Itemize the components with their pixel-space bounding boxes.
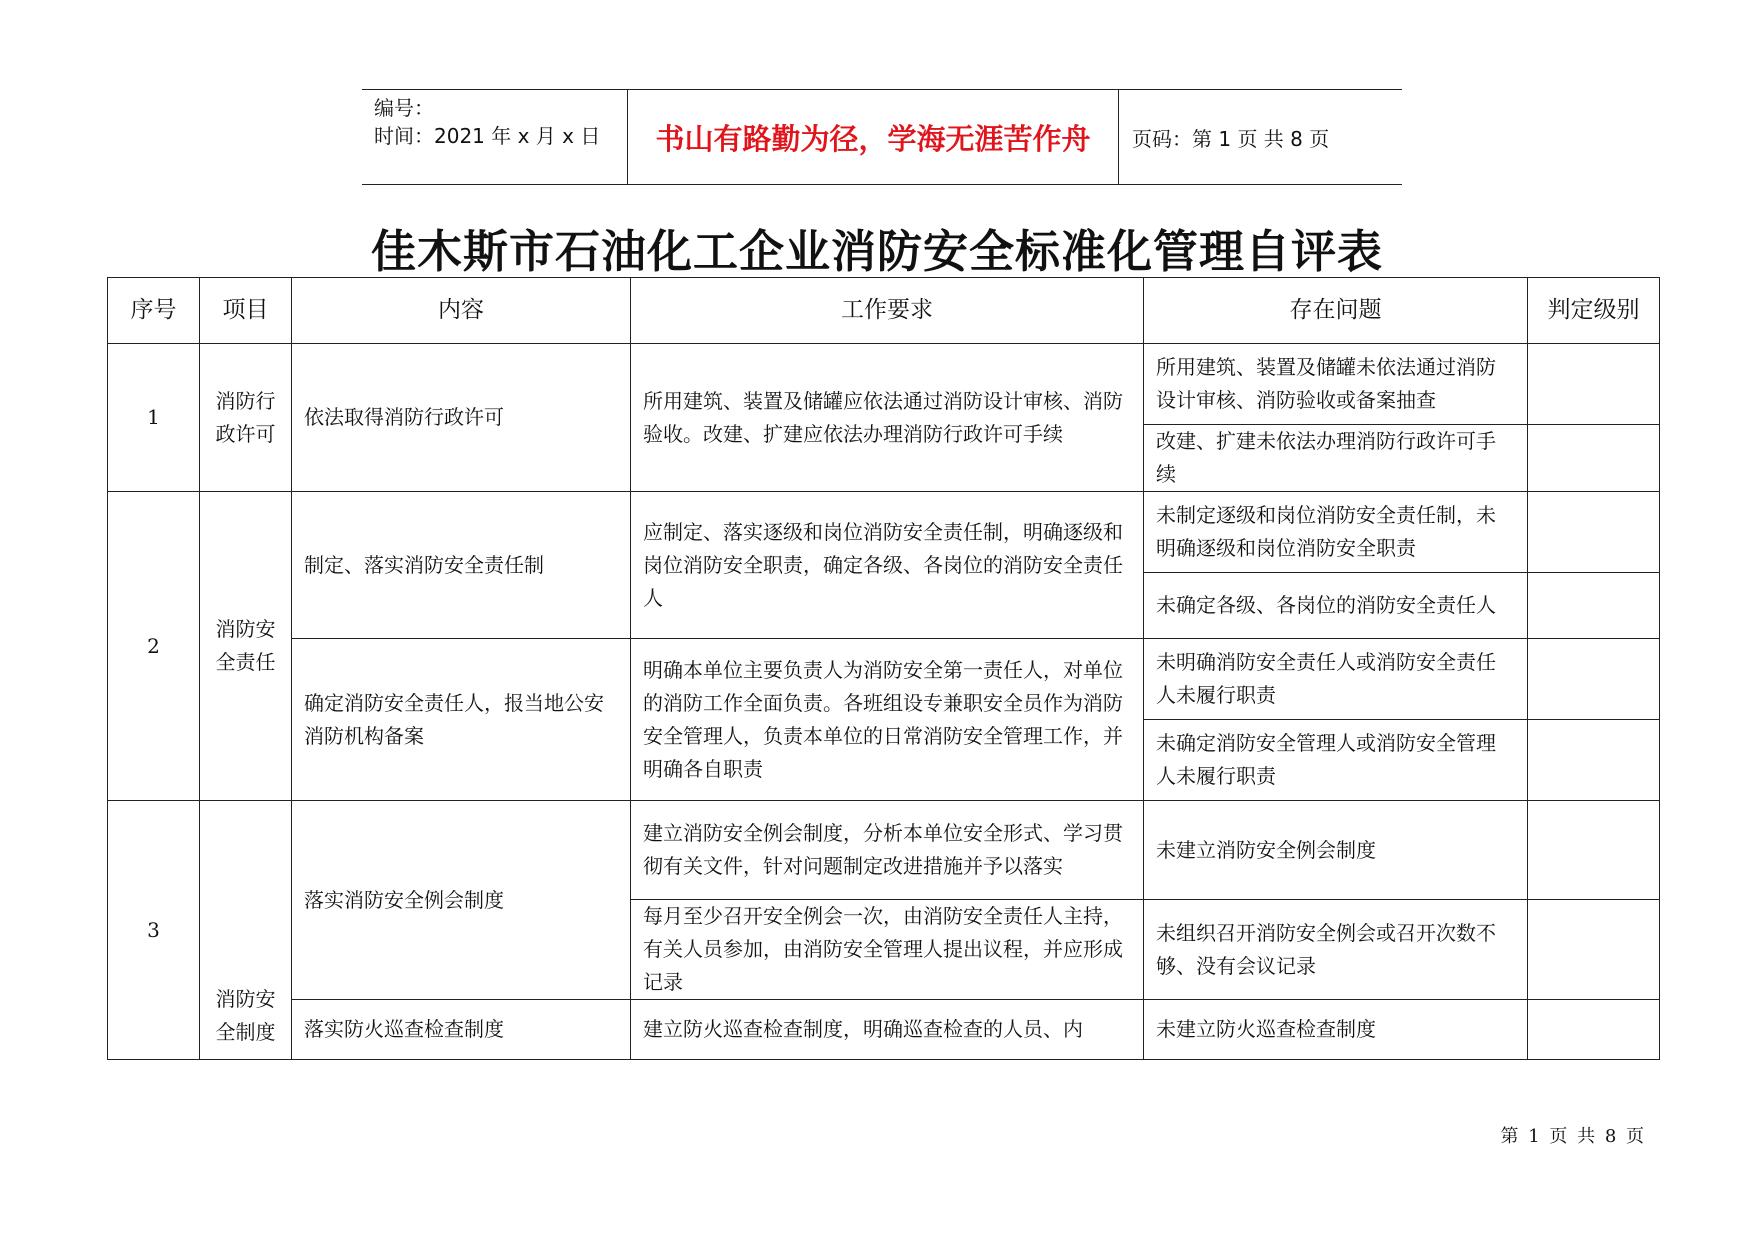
item-cell: 消防行政许可: [200, 344, 292, 492]
col-header-item: 项目: [200, 278, 292, 344]
requirement-cell: 每月至少召开安全例会一次，由消防安全责任人主持，有关人员参加，由消防安全管理人提出议程，并应形成记录: [631, 900, 1144, 1000]
document-header: [362, 89, 1402, 185]
evaluation-table: [107, 277, 1660, 1060]
page-indicator: 页码：第 1 页 共 8 页: [1132, 126, 1330, 151]
item-cell: 消防安全制度: [200, 801, 292, 1060]
content-cell: 制定、落实消防安全责任制: [292, 492, 631, 639]
grade-cell[interactable]: [1528, 720, 1660, 801]
motto-text: 书山有路勤为径，学海无涯苦作舟: [655, 121, 1091, 156]
header-info: [374, 94, 600, 150]
col-header-content: 内容: [292, 278, 631, 344]
document-title: 佳木斯市石油化工企业消防安全标准化管理自评表: [370, 225, 1383, 278]
time-text: 时间：2021 年 x 月 x 日: [374, 124, 601, 148]
problem-cell: 所用建筑、装置及储罐未依法通过消防设计审核、消防验收或备案抽查: [1144, 344, 1528, 425]
content-cell: 落实消防安全例会制度: [292, 801, 631, 1000]
table-row: [108, 344, 1660, 425]
problem-cell: 未建立消防安全例会制度: [1144, 801, 1528, 900]
grade-cell[interactable]: [1528, 344, 1660, 425]
requirement-cell: 应制定、落实逐级和岗位消防安全责任制，明确逐级和岗位消防安全职责，确定各级、各岗位的消防安全责任人: [631, 492, 1144, 639]
table-row: [108, 801, 1660, 900]
item-cell: 消防安全责任: [200, 492, 292, 801]
table-header-row: [108, 278, 1660, 344]
header-divider: [1118, 90, 1119, 184]
row-number: 3: [108, 801, 200, 1060]
requirement-cell: 所用建筑、装置及储罐应依法通过消防设计审核、消防验收。改建、扩建应依法办理消防行政许可手续: [631, 344, 1144, 492]
content-cell: 落实防火巡查检查制度: [292, 1000, 631, 1060]
grade-cell[interactable]: [1528, 573, 1660, 639]
grade-cell[interactable]: [1528, 1000, 1660, 1060]
requirement-cell: 建立防火巡查检查制度，明确巡查检查的人员、内: [631, 1000, 1144, 1060]
requirement-cell: 明确本单位主要负责人为消防安全第一责任人，对单位的消防工作全面负责。各班组设专兼职安全员作为消防安全管理人，负责本单位的日常消防安全管理工作，并明确各自职责: [631, 639, 1144, 801]
grade-cell[interactable]: [1528, 900, 1660, 1000]
row-number: 1: [108, 344, 200, 492]
grade-cell[interactable]: [1528, 492, 1660, 573]
grade-cell[interactable]: [1528, 801, 1660, 900]
table-row: [108, 1000, 1660, 1060]
grade-cell[interactable]: [1528, 425, 1660, 492]
table-row: [108, 639, 1660, 720]
page-footer: 第 1 页 共 8 页: [1500, 1126, 1646, 1147]
code-label: 编号：: [374, 96, 434, 120]
problem-cell: 未制定逐级和岗位消防安全责任制，未明确逐级和岗位消防安全职责: [1144, 492, 1528, 573]
content-cell: 确定消防安全责任人，报当地公安消防机构备案: [292, 639, 631, 801]
problem-cell: 未明确消防安全责任人或消防安全责任人未履行职责: [1144, 639, 1528, 720]
problem-cell: 未确定各级、各岗位的消防安全责任人: [1144, 573, 1528, 639]
problem-cell: 改建、扩建未依法办理消防行政许可手续: [1144, 425, 1528, 492]
col-header-requirement: 工作要求: [631, 278, 1144, 344]
problem-cell: 未确定消防安全管理人或消防安全管理人未履行职责: [1144, 720, 1528, 801]
content-cell: 依法取得消防行政许可: [292, 344, 631, 492]
col-header-no: 序号: [108, 278, 200, 344]
col-header-grade: 判定级别: [1528, 278, 1660, 344]
requirement-cell: 建立消防安全例会制度，分析本单位安全形式、学习贯彻有关文件，针对问题制定改进措施并予以落实: [631, 801, 1144, 900]
row-number: 2: [108, 492, 200, 801]
problem-cell: 未组织召开消防安全例会或召开次数不够、没有会议记录: [1144, 900, 1528, 1000]
col-header-problem: 存在问题: [1144, 278, 1528, 344]
table-row: [108, 492, 1660, 573]
problem-cell: 未建立防火巡查检查制度: [1144, 1000, 1528, 1060]
grade-cell[interactable]: [1528, 639, 1660, 720]
